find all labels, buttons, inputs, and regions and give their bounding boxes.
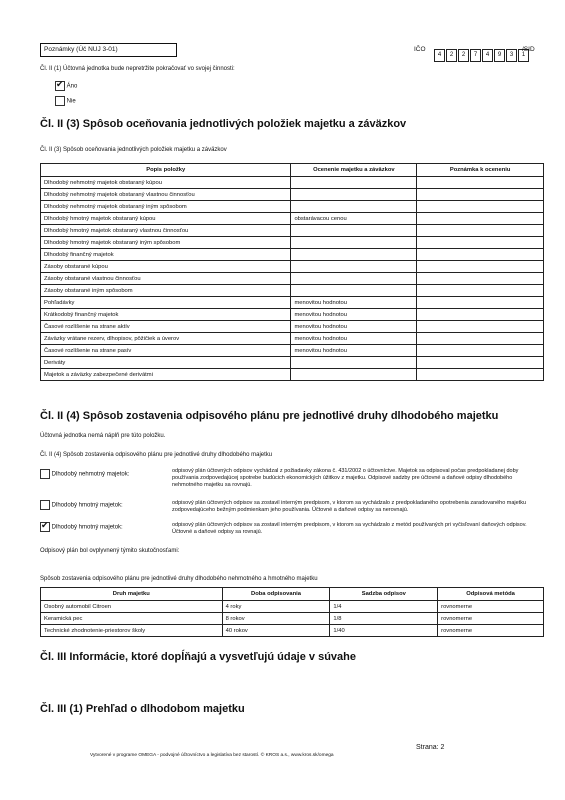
table-row [41, 177, 544, 189]
table-cell-method: rovnomerne [438, 613, 544, 625]
section-subtitle-depreciation: Čl. II (4) Spôsob zostavenia odpisového plánu pre jednotlivé druhy dlhodobého majetku [40, 452, 273, 458]
option-tangible-internal[interactable] [40, 500, 123, 510]
option-yes[interactable] [55, 81, 77, 91]
col-header: Ocenenie majetku a záväzkov [291, 164, 417, 177]
table-cell-val [291, 249, 417, 261]
table-row [41, 625, 544, 637]
depreciation-table-header [41, 588, 544, 601]
checkbox-no[interactable] [55, 96, 65, 106]
table-cell-val: menovitou hodnotou [291, 345, 417, 357]
ico-digit: 4 [434, 49, 445, 62]
table-cell-val [291, 225, 417, 237]
table-cell-item: Záväzky vrátane rezerv, dlhopisov, pôžičiek a úverov [41, 333, 291, 345]
table-cell-item: Krátkodobý finančný majetok [41, 309, 291, 321]
table-row [41, 273, 544, 285]
section-title-depreciation: Čl. II (4) Spôsob zostavenia odpisového plánu pre jednotlivé druhy dlhodobého majetku [40, 410, 499, 422]
table-cell-val [291, 357, 417, 369]
section-title-valuation: Čl. II (3) Spôsob oceňovania jednotlivých položiek majetku a záväzkov [40, 118, 407, 130]
table-cell-note [417, 261, 544, 273]
section-subtitle-valuation: Čl. II (3) Spôsob oceňovania jednotlivých položiek majetku a záväzkov [40, 147, 227, 153]
table-cell-note [417, 309, 544, 321]
table-cell-item: Časové rozlíšenie na strane pasív [41, 345, 291, 357]
table-cell-val [291, 273, 417, 285]
ico-digits [434, 43, 530, 62]
table-cell-note [417, 189, 544, 201]
table-cell-item: Majetok a záväzky zabezpečené derivátmi [41, 369, 291, 381]
notes-field: Poznámky (Úč NUJ 3-01) [40, 43, 177, 57]
option-label: Dlhodobý nehmotný majetok: [51, 471, 130, 478]
checkbox-yes[interactable] [55, 81, 65, 91]
valuation-table [40, 163, 544, 381]
table-cell-val: obstarávacou cenou [291, 213, 417, 225]
option-no-label: Nie [66, 98, 76, 105]
ico-digit: 7 [470, 49, 481, 62]
table-cell-val: menovitou hodnotou [291, 309, 417, 321]
table-cell-period: 40 rokov [222, 625, 330, 637]
table-cell-item: Zásoby obstarané vlastnou činnosťou [41, 273, 291, 285]
checkbox-tangible-tax[interactable] [40, 522, 50, 532]
col-header: Poznámka k oceneniu [417, 164, 544, 177]
table-row [41, 309, 544, 321]
table-row [41, 213, 544, 225]
option-intangible[interactable] [40, 469, 129, 479]
table-row [41, 189, 544, 201]
table-cell-note [417, 333, 544, 345]
table-cell-rate: 1/40 [330, 625, 438, 637]
ico-label: IČO [414, 46, 426, 53]
table-cell-note [417, 225, 544, 237]
option-description: odpisový plán účtovných odpisov sa zostavil interným predpisom, v ktorom sa vychádzalo z metód používaných pri vyčisľovaní daňových odpisov. Účtovné a daňové odpisy sa rovnajú. [172, 522, 527, 535]
table-row [41, 237, 544, 249]
table-cell-val: menovitou hodnotou [291, 297, 417, 309]
ico-digit: 9 [494, 49, 505, 62]
table-cell-rate: 1/8 [330, 613, 438, 625]
table-cell-item: Pohľadávky [41, 297, 291, 309]
table-cell-note [417, 177, 544, 189]
table-cell-item: Dlhodobý hmotný majetok obstaraný vlastnou činnosťou [41, 225, 291, 237]
table-cell-period: 8 rokov [222, 613, 330, 625]
table-row [41, 285, 544, 297]
table-cell-method: rovnomerne [438, 625, 544, 637]
depreciation-table [40, 587, 544, 637]
no-content-note: Účtovná jednotka nemá náplň pre túto položku. [40, 433, 166, 439]
influence-note: Odpisový plán bol ovplyvnený týmito skutočnosťami: [40, 548, 180, 554]
table-cell-kind: Osobný automobil Citroen [41, 601, 223, 613]
table-row [41, 601, 544, 613]
valuation-table-header [41, 164, 544, 177]
table-cell-val [291, 201, 417, 213]
table-cell-val [291, 369, 417, 381]
ico-digit: 4 [482, 49, 493, 62]
table-cell-val [291, 237, 417, 249]
table-cell-val: menovitou hodnotou [291, 333, 417, 345]
table-row [41, 613, 544, 625]
table-row [41, 201, 544, 213]
table-cell-val [291, 261, 417, 273]
table-cell-item: Dlhodobý hmotný majetok obstaraný iným spôsobom [41, 237, 291, 249]
col-header: Sadzba odpisov [330, 588, 438, 601]
option-label: Dlhodobý hmotný majetok: [51, 524, 123, 531]
table-cell-note [417, 285, 544, 297]
option-tangible-tax[interactable] [40, 522, 123, 532]
table-cell-item: Deriváty [41, 357, 291, 369]
table-row [41, 369, 544, 381]
table-row [41, 225, 544, 237]
table-cell-item: Dlhodobý nehmotný majetok obstaraný iným spôsobom [41, 201, 291, 213]
table-cell-item: Dlhodobý nehmotný majetok obstaraný vlastnou činnosťou [41, 189, 291, 201]
col-header: Odpisová metóda [438, 588, 544, 601]
page-number: Strana: 2 [416, 744, 445, 751]
table-cell-note [417, 201, 544, 213]
ico-digit: 2 [446, 49, 457, 62]
table-row [41, 249, 544, 261]
table-cell-note [417, 321, 544, 333]
table-cell-rate: 1/4 [330, 601, 438, 613]
ico-digit: 3 [506, 49, 517, 62]
table-cell-note [417, 297, 544, 309]
table-cell-val [291, 177, 417, 189]
checkbox-tangible-internal[interactable] [40, 500, 50, 510]
table-row [41, 261, 544, 273]
table-cell-item: Dlhodobý nehmotný majetok obstaraný kúpou [41, 177, 291, 189]
table-row [41, 333, 544, 345]
table-cell-item: Zásoby obstarané kúpou [41, 261, 291, 273]
table-cell-note [417, 369, 544, 381]
table-cell-method: rovnomerne [438, 601, 544, 613]
table-cell-note [417, 345, 544, 357]
option-no[interactable] [55, 96, 76, 106]
footer-credit: Vytvorené v programe OMEGA - podvojné účtovníctvo a legislatíva bez starostí. © KROS a.s., www.kros.sk/omega [90, 753, 334, 758]
table-cell-note [417, 357, 544, 369]
section-title-fixed-assets: Čl. III (1) Prehľad o dlhodobom majetku [40, 703, 245, 715]
ico-digit: 1 [518, 49, 529, 62]
table-cell-note [417, 273, 544, 285]
table-cell-item: Zásoby obstarané iným spôsobom [41, 285, 291, 297]
table-cell-val [291, 189, 417, 201]
checkbox-intangible[interactable] [40, 469, 50, 479]
table-cell-note [417, 249, 544, 261]
sid-label: /SID [522, 46, 535, 53]
ico-digit: 2 [458, 49, 469, 62]
option-description: odpisový plán účtovných odpisov sa zostavil interným predpisom, v ktorom sa vychádzalo z predpokladaného opotrebenia zaradovaného majetku zodpovedajúceho bežným podmienkam jeho používania. Účtovné a daňové odpisy sa nerovnajú. [172, 500, 527, 513]
table-cell-item: Dlhodobý finančný majetok [41, 249, 291, 261]
table-cell-val [291, 285, 417, 297]
option-description: odpisový plán účtovných odpisov vychádzal z požiadavky zákona č. 431/2002 o účtovníctve. Majetok sa odpisoval počas predpokladanej doby používania zodpovedajúcej spotrebe budúcich ekonomických úžitkov z majetku. Odpisové sadzby pre účtovné a daňové odpisy dlhodobého nehmotného majetku sa rovnajú. [172, 468, 519, 488]
table-cell-period: 4 roky [222, 601, 330, 613]
depreciation-table-title: Spôsob zostavenia odpisového plánu pre jednotlivé druhy dlhodobého nehmotného a hmotného majetku [40, 576, 318, 582]
option-yes-label: Áno [66, 83, 78, 90]
table-row [41, 297, 544, 309]
table-cell-item: Dlhodobý hmotný majetok obstaraný kúpou [41, 213, 291, 225]
section-title-balance-info: Čl. III Informácie, ktoré dopĺňajú a vysvetľujú údaje v súvahe [40, 651, 356, 663]
table-row [41, 321, 544, 333]
col-header: Doba odpisovania [222, 588, 330, 601]
table-cell-val: menovitou hodnotou [291, 321, 417, 333]
col-header: Druh majetku [41, 588, 223, 601]
table-cell-item: Časové rozlíšenie na strane aktív [41, 321, 291, 333]
table-cell-note [417, 237, 544, 249]
table-cell-kind: Technické zhodnotenie-priestorov školy [41, 625, 223, 637]
col-header: Popis položky [41, 164, 291, 177]
option-label: Dlhodobý hmotný majetok: [51, 502, 123, 509]
table-cell-kind: Keramická pec [41, 613, 223, 625]
table-cell-note [417, 213, 544, 225]
table-row [41, 345, 544, 357]
continuity-question: Čl. II (1) Účtovná jednotka bude nepretržite pokračovať vo svojej činnosti: [40, 66, 235, 72]
table-row [41, 357, 544, 369]
